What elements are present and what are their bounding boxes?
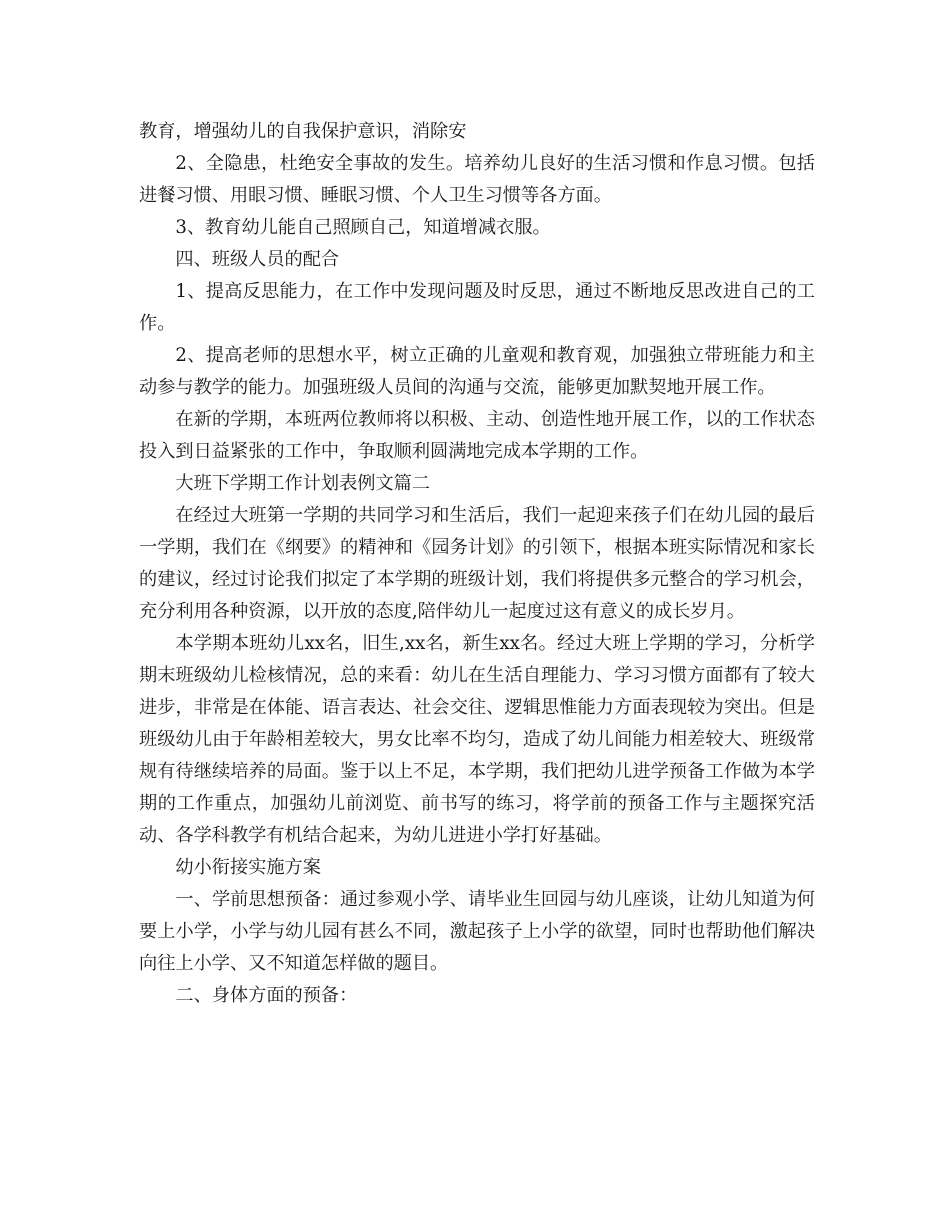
paragraph-9: 在经过大班第一学期的共同学习和生活后，我们一起迎来孩子们在幼儿园的最后一学期，我们在《纲要》的精神和《园务计划》的引领下，根据本班实际情况和家长的建议，经过讨论我们拟定了本学期的班级计划，我们将提供多元整合的学习机会，充分利用各种资源，以开放的态度,陪伴幼儿一起度过这有意义的成长岁月。 — [139, 505, 815, 622]
document-body — [139, 116, 815, 1012]
paragraph-3: 3、教育幼儿能自己照顾自己，知道增减衣服。 — [175, 217, 551, 238]
section-heading-11: 幼小衔接实施方案 — [175, 857, 321, 878]
paragraph-7: 在新的学期，本班两位教师将以积极、主动、创造性地开展工作，以的工作状态投入到日益紧张的工作中，争取顺利圆满地完成本学期的工作。 — [139, 409, 815, 462]
paragraph-10: 本学期本班幼儿xx名，旧生,xx名，新生xx名。经过大班上学期的学习，分析学期末班级幼儿检核情况，总的来看：幼儿在生活自理能力、学习习惯方面都有了较大进步，非常是在体能、语言表达、社会交往、逻辑思惟能力方面表现较为突出。但是班级幼儿由于年龄相差较大，男女比率不均匀，造成了幼儿间能力相差较大、班级常规有待继续培养的局面。鉴于以上不足，本学期，我们把幼儿进学预备工作做为本学期的工作重点，加强幼儿前浏览、前书写的练习，将学前的预备工作与主题探究活动、各学科教学有机结合起来，为幼儿进进小学打好基础。 — [139, 633, 815, 846]
paragraph-1: 教育，增强幼儿的自我保护意识，消除安 — [139, 121, 467, 142]
paragraph-2: 2、全隐患，杜绝安全事故的发生。培养幼儿良好的生活习惯和作息习惯。包括进餐习惯、用眼习惯、睡眠习惯、个人卫生习惯等各方面。 — [139, 153, 815, 206]
paragraph-12: 一、学前思想预备：通过参观小学、请毕业生回园与幼儿座谈，让幼儿知道为何要上小学，小学与幼儿园有甚么不同，激起孩子上小学的欲望，同时也帮助他们解决向往上小学、又不知道怎样做的题目。 — [139, 889, 815, 974]
paragraph-6: 2、提高老师的思想水平，树立正确的儿童观和教育观，加强独立带班能力和主动参与教学的能力。加强班级人员间的沟通与交流，能够更加默契地开展工作。 — [139, 345, 815, 398]
section-heading-4: 四、班级人员的配合 — [175, 249, 340, 270]
paragraph-5: 1、提高反思能力，在工作中发现问题及时反思，通过不断地反思改进自己的工作。 — [139, 281, 815, 334]
paragraph-13: 二、身体方面的预备： — [175, 985, 358, 1006]
article-title-2: 大班下学期工作计划表例文篇二 — [175, 473, 431, 494]
